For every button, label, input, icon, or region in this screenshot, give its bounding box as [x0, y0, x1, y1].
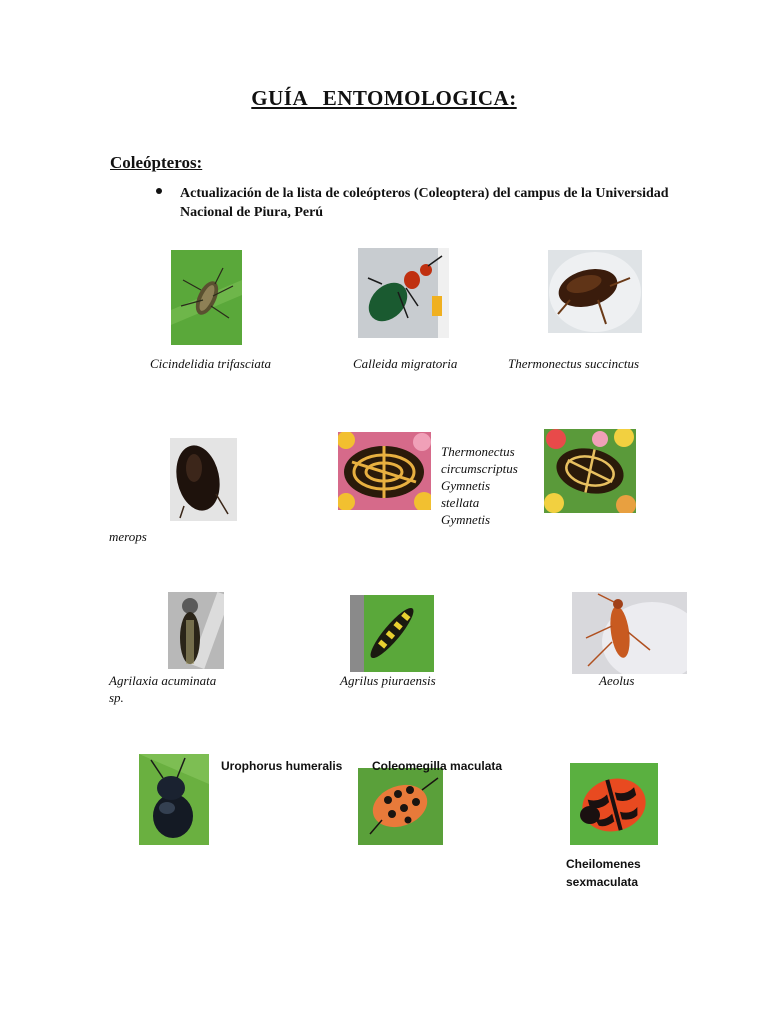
caption-urophorus: Urophorus humeralis	[221, 759, 343, 773]
caption-agrilus: Agrilus piuraensis	[340, 673, 436, 688]
caption-gymnetis-stellata-line2: stellata	[441, 495, 480, 510]
photo-merops	[170, 438, 237, 521]
caption-merops: merops	[109, 529, 147, 544]
photo-urophorus	[139, 754, 209, 845]
photo-agrilus	[350, 595, 434, 672]
caption-thermonectus-succinctus: Thermonectus succinctus	[508, 356, 640, 371]
caption-gymnetis-stellata-line1: Gymnetis	[441, 478, 491, 493]
photo-aeolus	[572, 592, 687, 674]
caption-thermonectus-circumscriptus-line2: circumscriptus	[441, 461, 518, 476]
photo-coleomegilla	[358, 768, 443, 845]
caption-calleida: Calleida migratoria	[353, 356, 458, 371]
caption-cheilomenes-line2: sexmaculata	[566, 875, 639, 889]
section-heading: Coleópteros:	[110, 153, 203, 172]
photo-cheilomenes	[570, 763, 658, 845]
caption-agrilaxia: Agrilaxia acuminata	[109, 673, 217, 688]
page-title: GUÍA ENTOMOLOGICA:	[251, 86, 517, 110]
bullet-text: Actualización de la lista de coleópteros (Coleoptera) del campus de la Universidad Nacional de Piura, Perú	[180, 186, 669, 220]
photo-gymnetis-1	[338, 432, 431, 510]
caption-coleomegilla: Coleomegilla maculata	[372, 759, 503, 773]
photo-gymnetis-2	[544, 429, 636, 513]
caption-cheilomenes-line1: Cheilomenes	[566, 857, 641, 871]
photo-cicindelidia	[171, 250, 242, 345]
photo-thermonectus-succinctus	[548, 250, 642, 333]
photo-agrilaxia	[168, 592, 224, 669]
caption-agrilaxia-sp: sp.	[109, 690, 124, 705]
caption-thermonectus-circumscriptus-line1: Thermonectus	[441, 444, 515, 459]
caption-gymnetis-line3: Gymnetis	[441, 512, 491, 527]
caption-aeolus: Aeolus	[599, 673, 635, 688]
photo-calleida	[358, 248, 449, 338]
caption-cicindelidia: Cicindelidia trifasciata	[150, 356, 271, 371]
bullet-marker	[156, 188, 162, 194]
